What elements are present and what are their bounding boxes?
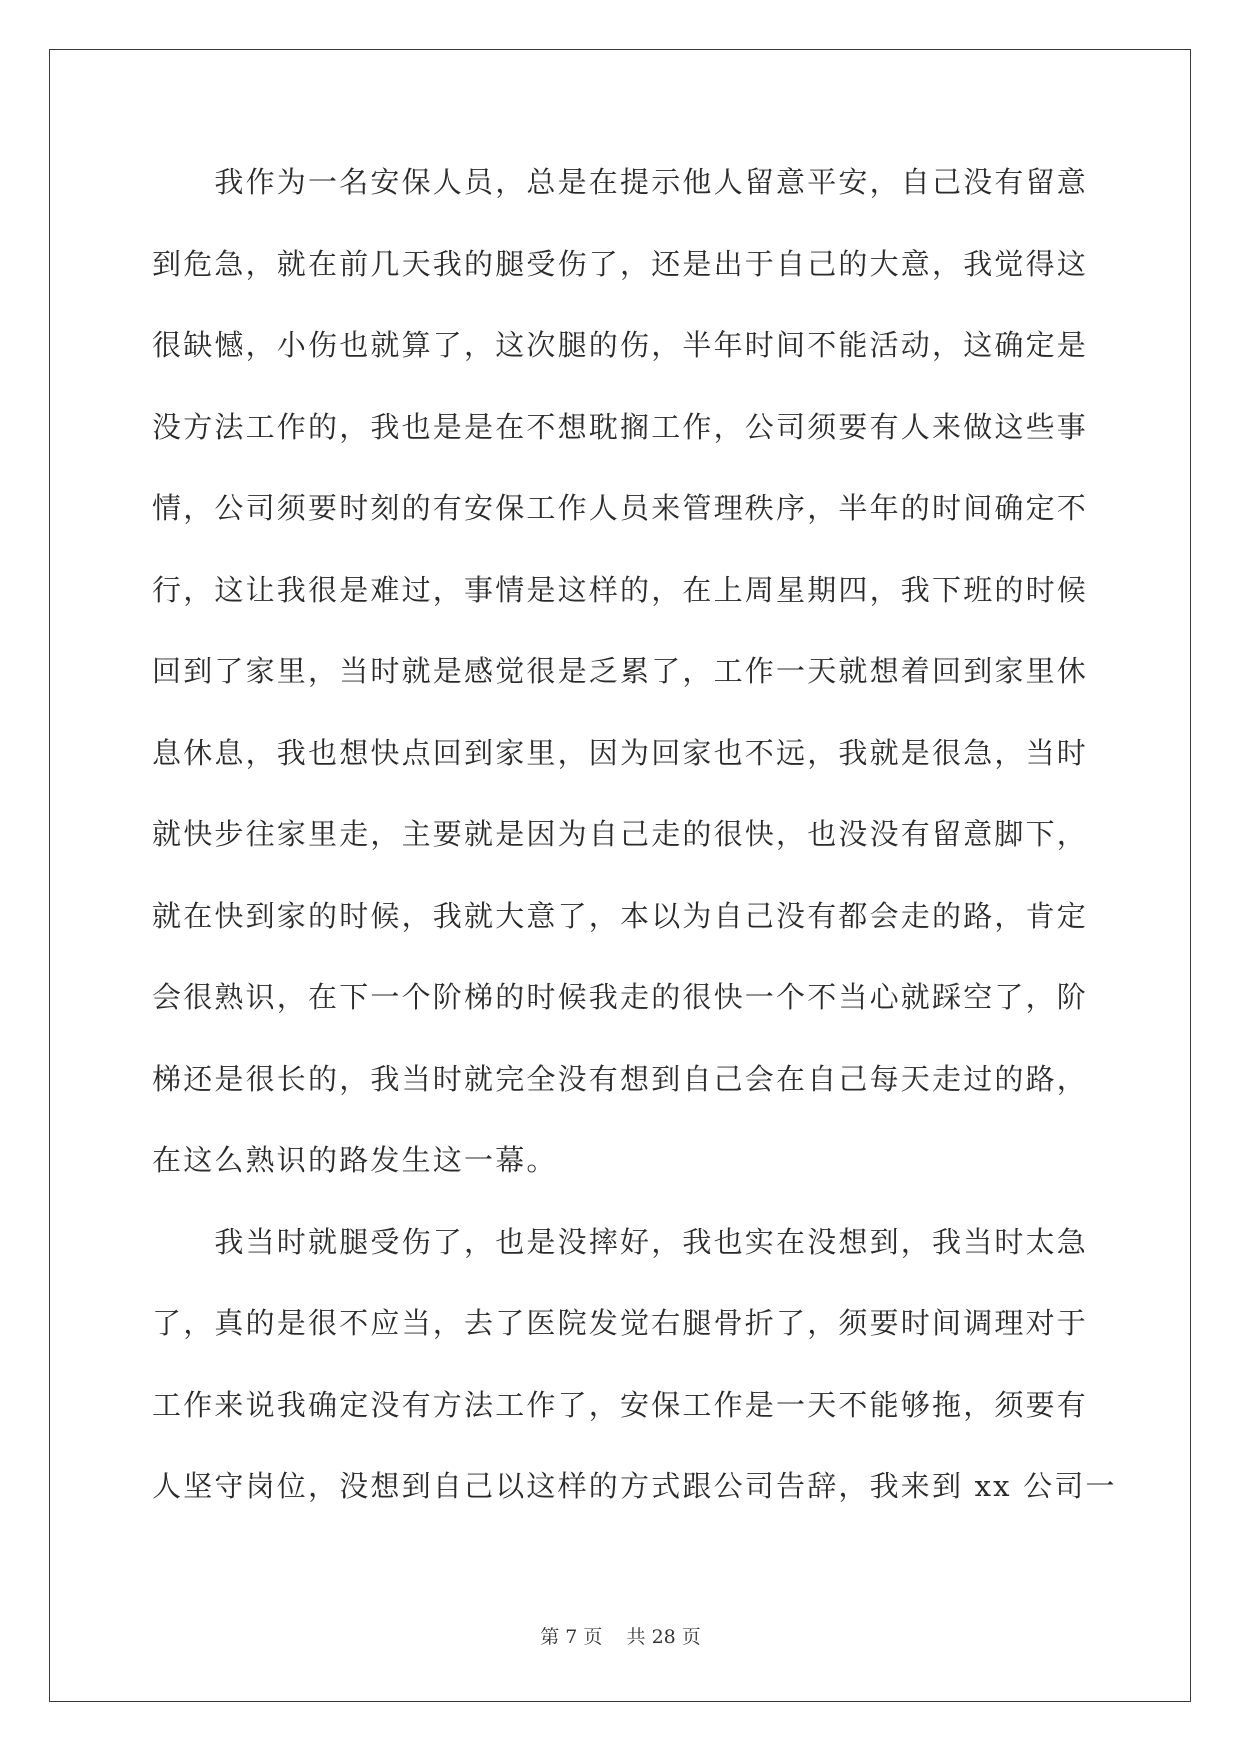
text-line: 就在快到家的时候，我就大意了，本以为自己没有都会走的路，肯定 xyxy=(152,898,1089,933)
text-line: 人坚守岗位，没想到自己以这样的方式跟公司告辞，我来到 xx 公司一 xyxy=(152,1469,1117,1503)
text-line: 没方法工作的，我也是是在不想耽搁工作，公司须要有人来做这些事 xyxy=(152,409,1089,444)
page-footer xyxy=(0,1622,1241,1649)
paragraph xyxy=(152,1224,1117,1551)
text-line: 梯还是很长的，我当时就完全没有想到自己会在自己每天走过的路， xyxy=(152,1061,1089,1096)
text-line: 就快步往家里走，主要就是因为自己走的很快，也没没有留意脚下， xyxy=(152,817,1089,851)
text-line: 我当时就腿受伤了，也是没摔好，我也实在没想到，我当时太急 xyxy=(152,1224,1089,1259)
text-line: 在这么熟识的路发生这一幕。 xyxy=(152,1143,558,1177)
text-line: 到危急，就在前几天我的腿受伤了，还是出于自己的大意，我觉得这 xyxy=(152,246,1089,281)
text-line: 会很熟识，在下一个阶梯的时候我走的很快一个不当心就踩空了，阶 xyxy=(152,980,1089,1014)
paragraph xyxy=(152,165,1092,1225)
text-line: 息休息，我也想快点回到家里，因为回家也不远，我就是很急，当时 xyxy=(152,735,1089,770)
text-line: 我作为一名安保人员，总是在提示他人留意平安，自己没有留意 xyxy=(152,165,1089,199)
text-line: 很缺憾，小伤也就算了，这次腿的伤，半年时间不能活动，这确定是 xyxy=(152,328,1089,362)
text-line: 了，真的是很不应当，去了医院发觉右腿骨折了，须要时间调理对于 xyxy=(152,1306,1089,1340)
text-line: 行，这让我很是难过，事情是这样的，在上周星期四，我下班的时候 xyxy=(152,572,1089,607)
text-line: 工作来说我确定没有方法工作了，安保工作是一天不能够拖，须要有 xyxy=(152,1387,1089,1422)
current-page-label: 第 7 页 xyxy=(540,1626,603,1648)
body-text xyxy=(152,165,1117,1551)
total-pages-label: 共 28 页 xyxy=(626,1626,701,1648)
text-line: 回到了家里，当时就是感觉很是乏累了，工作一天就想着回到家里休 xyxy=(152,654,1089,688)
text-line: 情，公司须要时刻的有安保工作人员来管理秩序，半年的时间确定不 xyxy=(152,491,1089,525)
